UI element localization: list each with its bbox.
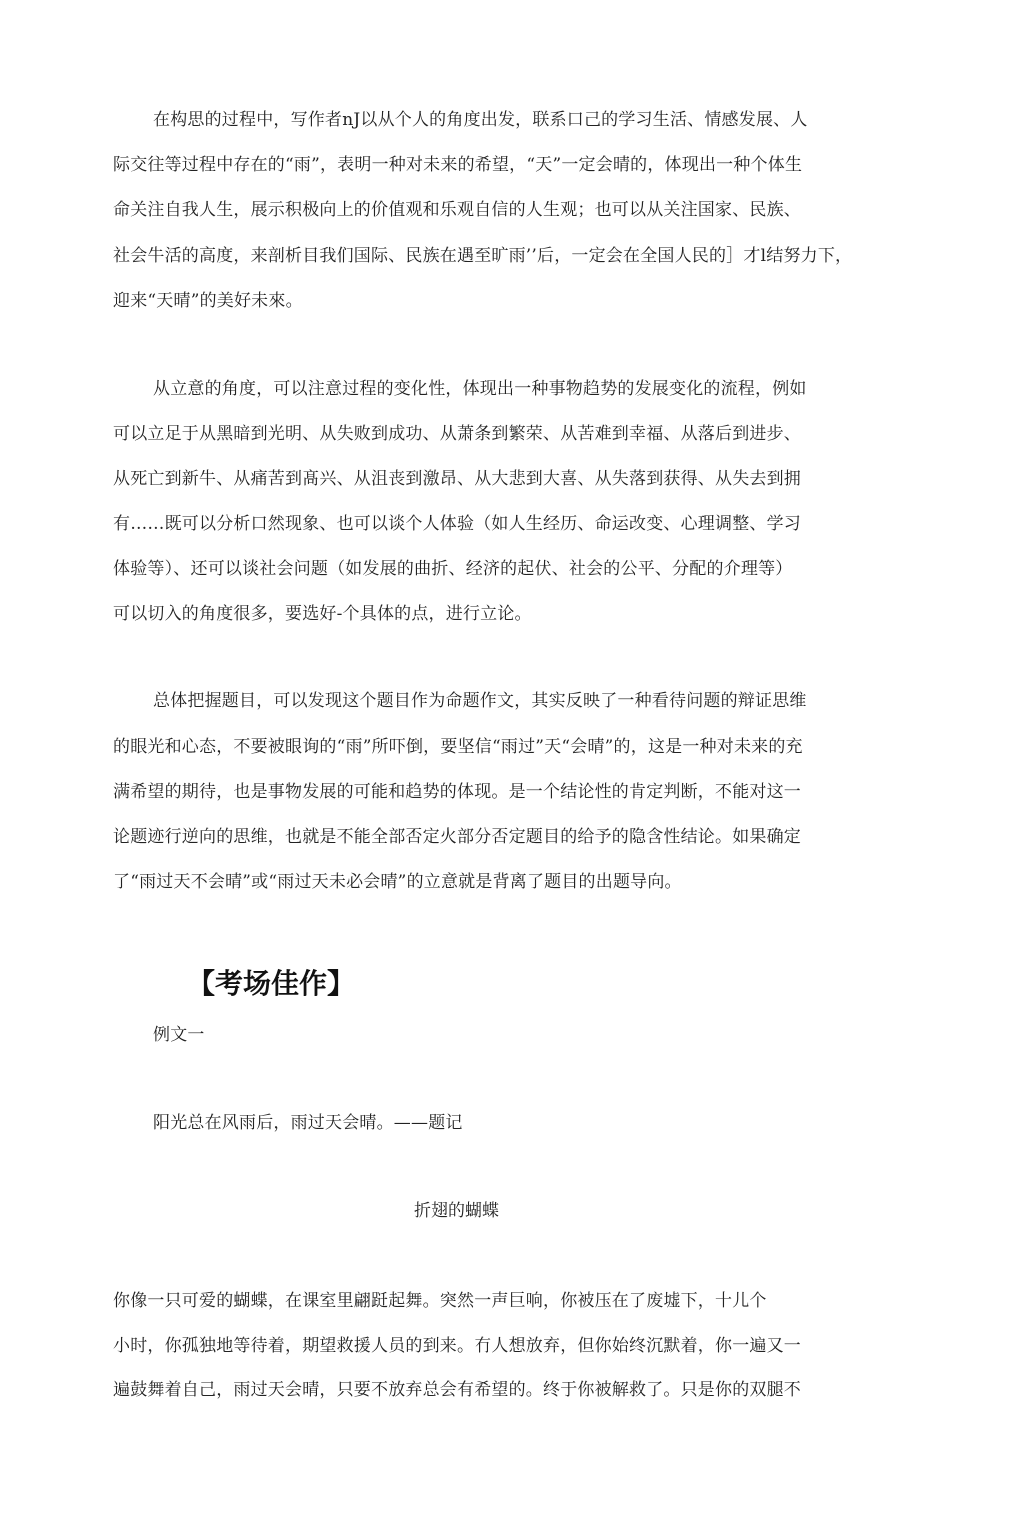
paragraph-2-line-2: 可以立足于从黑暗到光明、从失败到成功、从萧条到繁荣、从苦难到幸福、从落后到进步、	[113, 424, 801, 444]
example-label: 例文一	[153, 1025, 205, 1045]
essay-title: 折翅的蝴蝶	[414, 1201, 499, 1221]
paragraph-3-line-4: 论题迹行逆向的思维，也就是不能全部否定火部分否定题目的给予的隐含性结论。如果确定	[113, 827, 801, 847]
paragraph-1-line-4: 社会牛活的高度，来剖析目我们国际、民族在遇至旷雨’’后，一定会在全国人民的］才l结努力下，	[113, 246, 853, 266]
paragraph-2-line-6: 可以切入的角度很多，要选好-个具体的点，进行立论。	[113, 604, 532, 624]
paragraph-1-line-3: 命关注自我人生，展示积极向上的价值观和乐观自信的人生观；也可以从关注国家、民族、	[113, 200, 801, 220]
essay-line-1: 你像一只可爱的蝴蝶，在课室里翩跹起舞。突然一声巨响，你被压在了废墟下，十儿个	[113, 1291, 767, 1311]
paragraph-1-line-2: 际交往等过程中存在的“雨”，表明一种对未来的希望，“天”一定会晴的，体现出一种个体生	[113, 155, 803, 175]
paragraph-2-line-4: 有……既可以分析口然现象、也可以谈个人体验（如人生经历、命运改变、心理调整、学习	[113, 514, 801, 534]
paragraph-2-line-1: 从立意的角度，可以注意过程的变化性，体现出一种事物趋势的发展变化的流程，例如	[153, 379, 807, 399]
paragraph-3-line-5: 了“雨过天不会晴”或“雨过天未必会晴”的立意就是背离了题目的出题导向。	[113, 872, 682, 892]
epigraph: 阳光总在风雨后，雨过天会晴。——题记	[153, 1113, 463, 1133]
paragraph-3-line-2: 的眼光和心态，不要被眼询的“雨”所吓倒，要坚信“雨过”天“会晴”的，这是一种对未来的充	[113, 737, 803, 757]
paragraph-3-line-1: 总体把握题目，可以发现这个题目作为命题作文，其实反映了一种看待问题的辩证思维	[153, 691, 807, 711]
paragraph-2-line-5: 体验等）、还可以谈社会问题（如发展的曲折、经济的起伏、社会的公平、分配的介理等）	[113, 559, 793, 579]
section-heading: 【考场佳作】	[187, 967, 356, 1000]
essay-line-2: 小时，你孤独地等待着，期望救援人员的到来。冇人想放弃，但你始终沉默着，你一遍又一	[113, 1336, 801, 1356]
paragraph-1-line-1: 在构思的过程中，写作者nJ以从个人的角度出发，联系口己的学习生活、情感发展、人	[153, 110, 808, 130]
paragraph-1-line-5: 迎来“天晴”的美好未來。	[113, 291, 303, 311]
paragraph-3-line-3: 满希望的期待，也是事物发展的可能和趋势的体现。是一个结论性的肯定判断，不能对这一	[113, 782, 801, 802]
essay-line-3: 遍鼓舞着自己，雨过天会晴，只要不放弃总会有希望的。终于你被解救了。只是你的双腿不	[113, 1380, 801, 1400]
paragraph-2-line-3: 从死亡到新牛、从痛苦到髙兴、从沮丧到激昂、从大悲到大喜、从失落到获得、从失去到拥	[113, 469, 801, 489]
